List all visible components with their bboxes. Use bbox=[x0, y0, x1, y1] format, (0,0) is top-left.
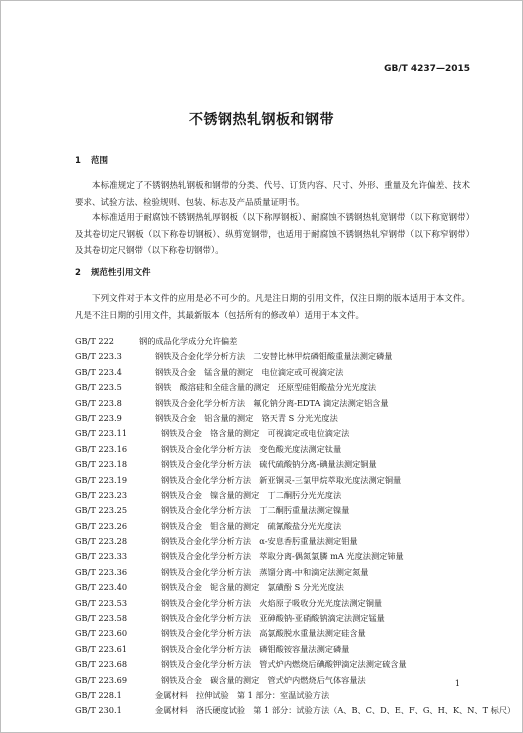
reference-title: 钢铁及合金化学分析方法 α-安息香肟重量法测定钼量 bbox=[161, 536, 358, 547]
page-number: 1 bbox=[454, 679, 460, 688]
reference-item bbox=[75, 657, 515, 672]
reference-title: 钢铁及合金化学分析方法 高氯酸脱水重量法测定硅含量 bbox=[161, 628, 366, 639]
reference-title: 钢铁及合金 铝含量的测定 铬天青 S 分光光度法 bbox=[155, 412, 338, 423]
reference-code: GB/T 228.1 bbox=[75, 689, 122, 700]
reference-item bbox=[75, 426, 515, 441]
reference-title: 钢的成品化学成分允许偏差 bbox=[139, 336, 238, 346]
reference-item bbox=[75, 396, 515, 411]
reference-code: GB/T 223.53 bbox=[75, 597, 128, 608]
reference-code: GB/T 223.61 bbox=[75, 643, 128, 654]
reference-title: 钢铁及合金化学分析方法 蒸馏分离-中和滴定法测定氮量 bbox=[161, 566, 369, 577]
reference-code: GB/T 223.16 bbox=[75, 443, 128, 454]
reference-item bbox=[75, 365, 515, 380]
reference-title: 金属材料 拉伸试验 第 1 部分：室温试验方法 bbox=[155, 689, 330, 700]
reference-item bbox=[75, 549, 515, 564]
standard-number: GB/T 4237—2015 bbox=[384, 64, 470, 74]
reference-title: 钢铁及合金 铌含量的测定 氯磺酚 S 分光光度法 bbox=[161, 582, 344, 593]
reference-code: GB/T 223.58 bbox=[75, 613, 128, 624]
reference-item bbox=[75, 611, 515, 626]
reference-title: 钢铁及合金化学分析方法 亚砷酸钠-亚硝酸钠滴定法测定锰量 bbox=[161, 613, 385, 624]
section-2-heading bbox=[75, 266, 151, 278]
reference-title: 钢铁及合金化学分析方法 磷钼酸铵容量法测定磷量 bbox=[161, 643, 350, 654]
reference-code: GB/T 230.1 bbox=[75, 705, 122, 716]
reference-item bbox=[75, 534, 515, 549]
reference-code: GB/T 223.4 bbox=[75, 366, 122, 377]
reference-title: 钢铁及合金化学分析方法 新亚铜灵-三氯甲烷萃取光度法测定铜量 bbox=[161, 474, 402, 485]
reference-title: 钢铁及合金化学分析方法 萃取分离-偶氮氯膦 mA 光度法测定铈量 bbox=[161, 551, 404, 562]
reference-item bbox=[75, 334, 515, 349]
reference-code: GB/T 223.9 bbox=[75, 412, 122, 423]
reference-title: 钢铁及合金化学分析方法 丁二酮肟重量法测定镍量 bbox=[161, 505, 350, 516]
reference-code: GB/T 223.25 bbox=[75, 505, 128, 516]
reference-item bbox=[75, 626, 515, 641]
reference-item bbox=[75, 380, 515, 395]
reference-item bbox=[75, 673, 515, 688]
reference-code: GB/T 223.28 bbox=[75, 536, 128, 547]
reference-list bbox=[75, 334, 515, 719]
reference-code: GB/T 223.8 bbox=[75, 397, 122, 408]
reference-title: 钢铁及合金 铬含量的测定 可视滴定或电位滴定法 bbox=[161, 428, 350, 439]
reference-title: 钢铁及合金化学分析方法 硫代硫酸钠分离-碘量法测定铜量 bbox=[161, 459, 377, 470]
reference-item bbox=[75, 642, 515, 657]
reference-title: 钢铁及合金化学分析方法 管式炉内燃烧后碘酸钾滴定法测定硫含量 bbox=[161, 659, 407, 670]
reference-item bbox=[75, 488, 515, 503]
reference-item bbox=[75, 473, 515, 488]
reference-title: 钢铁及合金 钼含量的测定 硫氰酸盐分光光度法 bbox=[161, 520, 342, 531]
reference-code: GB/T 223.69 bbox=[75, 674, 128, 685]
reference-item bbox=[75, 457, 515, 472]
reference-item bbox=[75, 503, 515, 518]
reference-item bbox=[75, 411, 515, 426]
reference-code: GB/T 223.11 bbox=[75, 428, 128, 439]
reference-item bbox=[75, 580, 515, 595]
reference-code: GB/T 223.60 bbox=[75, 628, 128, 639]
reference-item bbox=[75, 688, 515, 703]
section-2-title: 规范性引用文件 bbox=[91, 268, 151, 278]
reference-code: GB/T 223.18 bbox=[75, 459, 128, 470]
reference-code: GB/T 223.3 bbox=[75, 351, 122, 362]
reference-item bbox=[75, 442, 515, 457]
reference-code: GB/T 223.40 bbox=[75, 582, 128, 593]
reference-item bbox=[75, 703, 515, 718]
reference-code: GB/T 222 bbox=[75, 336, 115, 346]
reference-item bbox=[75, 565, 515, 580]
reference-code: GB/T 223.26 bbox=[75, 520, 128, 531]
reference-title: 钢铁及合金化学分析方法 二安替比林甲烷磷钼酸重量法测定磷量 bbox=[155, 351, 393, 362]
reference-code: GB/T 223.33 bbox=[75, 551, 128, 562]
reference-code: GB/T 223.68 bbox=[75, 659, 128, 670]
reference-item bbox=[75, 349, 515, 364]
section-1-paragraph-1: 本标准规定了不锈钢热轧钢板和钢带的分类、代号、订货内容、尺寸、外形、重量及允许偏差、技术要求、试验方法、检验规则、包装、标志及产品质量证明书。 bbox=[75, 181, 470, 208]
reference-code: GB/T 223.19 bbox=[75, 474, 128, 485]
section-2-intro: 下列文件对于本文件的应用是必不可少的。凡是注日期的引用文件，仅注日期的版本适用于本文件。凡是不注日期的引用文件，其最新版本（包括所有的修改单）适用于本文件。 bbox=[75, 294, 470, 321]
reference-title: 金属材料 洛氏硬度试验 第 1 部分：试验方法（A、B、C、D、E、F、G、H、K、N、T 标尺） bbox=[155, 705, 516, 716]
reference-title: 钢铁 酸溶硅和全硅含量的测定 还原型硅钼酸盐分光光度法 bbox=[155, 382, 377, 393]
reference-title: 钢铁及合金 碳含量的测定 管式炉内燃烧后气体容量法 bbox=[161, 674, 366, 685]
reference-title: 钢铁及合金 镍含量的测定 丁二酮肟分光光度法 bbox=[161, 489, 342, 500]
section-1-number: 1 bbox=[75, 156, 81, 166]
reference-title: 钢铁及合金化学分析方法 变色酸光度法测定钛量 bbox=[161, 443, 342, 454]
reference-code: GB/T 223.23 bbox=[75, 489, 128, 500]
reference-title: 钢铁及合金化学分析方法 火焰原子吸收分光光度法测定铜量 bbox=[161, 597, 383, 608]
section-2-number: 2 bbox=[75, 268, 81, 278]
reference-title: 钢铁及合金 锰含量的测定 电位滴定或可视滴定法 bbox=[155, 366, 344, 377]
section-1-heading bbox=[75, 154, 108, 166]
document-title: 不锈钢热轧钢板和钢带 bbox=[189, 112, 334, 128]
reference-item bbox=[75, 519, 515, 534]
section-1-paragraph-2: 本标准适用于耐腐蚀不锈钢热轧厚钢板（以下称厚钢板）、耐腐蚀不锈钢热轧宽钢带（以下称宽钢带）及其卷切定尺钢板（以下称卷切钢板）、纵剪宽钢带，也适用于耐腐蚀不锈钢热轧窄钢带（以下称窄钢带）及其卷切定尺钢带（以下称卷切钢带）。 bbox=[75, 213, 470, 256]
reference-title: 钢铁及合金化学分析方法 氟化钠分离-EDTA 滴定法测定铝含量 bbox=[155, 397, 389, 408]
section-1-title: 范围 bbox=[91, 156, 109, 166]
reference-code: GB/T 223.5 bbox=[75, 382, 122, 393]
reference-item bbox=[75, 596, 515, 611]
reference-code: GB/T 223.36 bbox=[75, 566, 128, 577]
